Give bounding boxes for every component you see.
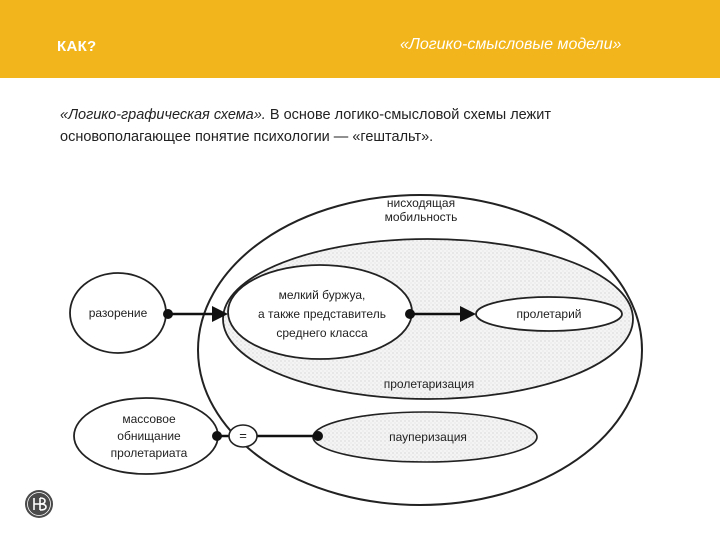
pauperization-label: пауперизация (389, 430, 467, 444)
intro-term: «Логико-графическая схема». (60, 107, 266, 123)
ruin-node-label: разорение (88, 306, 148, 320)
mass-poverty-label-line1: массовое (122, 412, 176, 426)
arrow-bourgeois-dot (405, 309, 415, 319)
mass-poverty-label-line2: обнищание (117, 429, 181, 443)
bourgeois-label-line2: а также представитель (258, 307, 386, 321)
intro-text: В основе логико-смысловой схемы лежит основополагающее понятие психологии — «гештальт». (60, 107, 552, 145)
equivalence-dot-left (212, 431, 222, 441)
equivalence-dot-right (313, 431, 323, 441)
outer-label-line1: нисходящая (386, 196, 456, 210)
proletarian-label: пролетарий (516, 307, 582, 321)
equals-sign: = (239, 428, 247, 443)
arrow-ruin-dot (163, 309, 173, 319)
hse-logo-icon (24, 489, 54, 519)
outer-label-line2: мобильность (384, 210, 458, 224)
proletarization-label: пролетаризация (383, 377, 475, 391)
bourgeois-label-line3: среднего класса (276, 326, 368, 340)
bourgeois-label-line1: мелкий буржуа, (278, 288, 366, 302)
mass-poverty-label-line3: пролетариата (110, 446, 188, 460)
slide-title: «Логико-смысловые модели» (400, 36, 622, 53)
header-label: КАК? (57, 38, 97, 55)
